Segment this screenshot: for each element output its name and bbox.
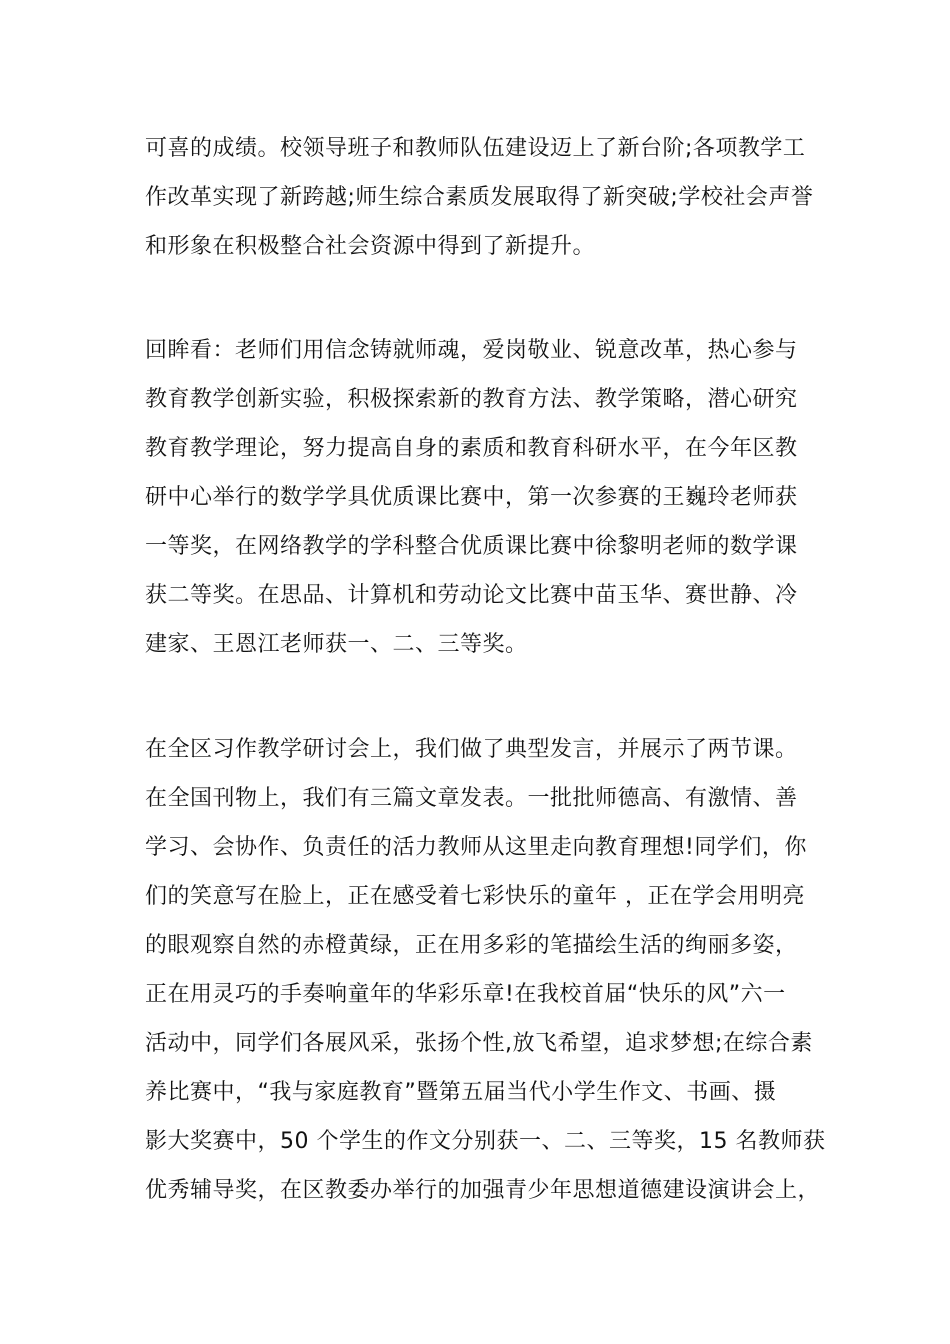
- text-line: 活动中，同学们各展风采，张扬个性,放飞希望，追求梦想;在综合素: [145, 1031, 813, 1056]
- text-line: 回眸看：老师们用信念铸就师魂，爱岗敬业、锐意改革，热心参与: [145, 338, 798, 363]
- text-line: 可喜的成绩。校领导班子和教师队伍建设迈上了新台阶;各项教学工: [145, 136, 806, 161]
- text-line: 作改革实现了新跨越;师生综合素质发展取得了新突破;学校社会声誉: [145, 185, 814, 210]
- text-line: 正在用灵巧的手奏响童年的华彩乐章!在我校首届“快乐的风”六一: [145, 982, 786, 1007]
- text-line: 们的笑意写在脸上，正在感受着七彩快乐的童年 ，正在学会用明亮: [145, 884, 805, 909]
- text-line: 教育教学创新实验，积极探索新的教育方法、教学策略，潜心研究: [145, 387, 798, 412]
- text-line: 研中心举行的数学学具优质课比赛中，第一次参赛的王巍玲老师获: [145, 485, 798, 510]
- text-line: 一等奖，在网络教学的学科整合优质课比赛中徐黎明老师的数学课: [145, 534, 798, 559]
- text-line: 和形象在积极整合社会资源中得到了新提升。: [145, 234, 596, 259]
- text-line: 获二等奖。在思品、计算机和劳动论文比赛中苗玉华、赛世静、冷: [145, 583, 798, 608]
- text-line: 影大奖赛中，50 个学生的作文分别获一、二、三等奖，15 名教师获: [145, 1129, 826, 1154]
- text-line: 在全区习作教学研讨会上，我们做了典型发言，并展示了两节课。: [145, 737, 798, 762]
- paragraph-achievements: [145, 124, 825, 271]
- text-line: 建家、王恩江老师获一、二、三等奖。: [145, 632, 528, 657]
- paragraph-teachers: [145, 326, 825, 669]
- text-line: 在全国刊物上，我们有三篇文章发表。一批批师德高、有激情、善: [145, 786, 798, 811]
- text-line: 养比赛中，“我与家庭教育”暨第五届当代小学生作文、书画、摄: [145, 1080, 777, 1105]
- text-line: 的眼观察自然的赤橙黄绿，正在用多彩的笔描绘生活的绚丽多姿，: [145, 933, 798, 958]
- text-line: 教育教学理论，努力提高自身的素质和教育科研水平，在今年区教: [145, 436, 798, 461]
- paragraph-students: [145, 725, 825, 1215]
- text-line: 学习、会协作、负责任的活力教师从这里走向教育理想!同学们，你: [145, 835, 807, 860]
- text-line: 优秀辅导奖，在区教委办举行的加强青少年思想道德建设演讲会上，: [145, 1178, 821, 1203]
